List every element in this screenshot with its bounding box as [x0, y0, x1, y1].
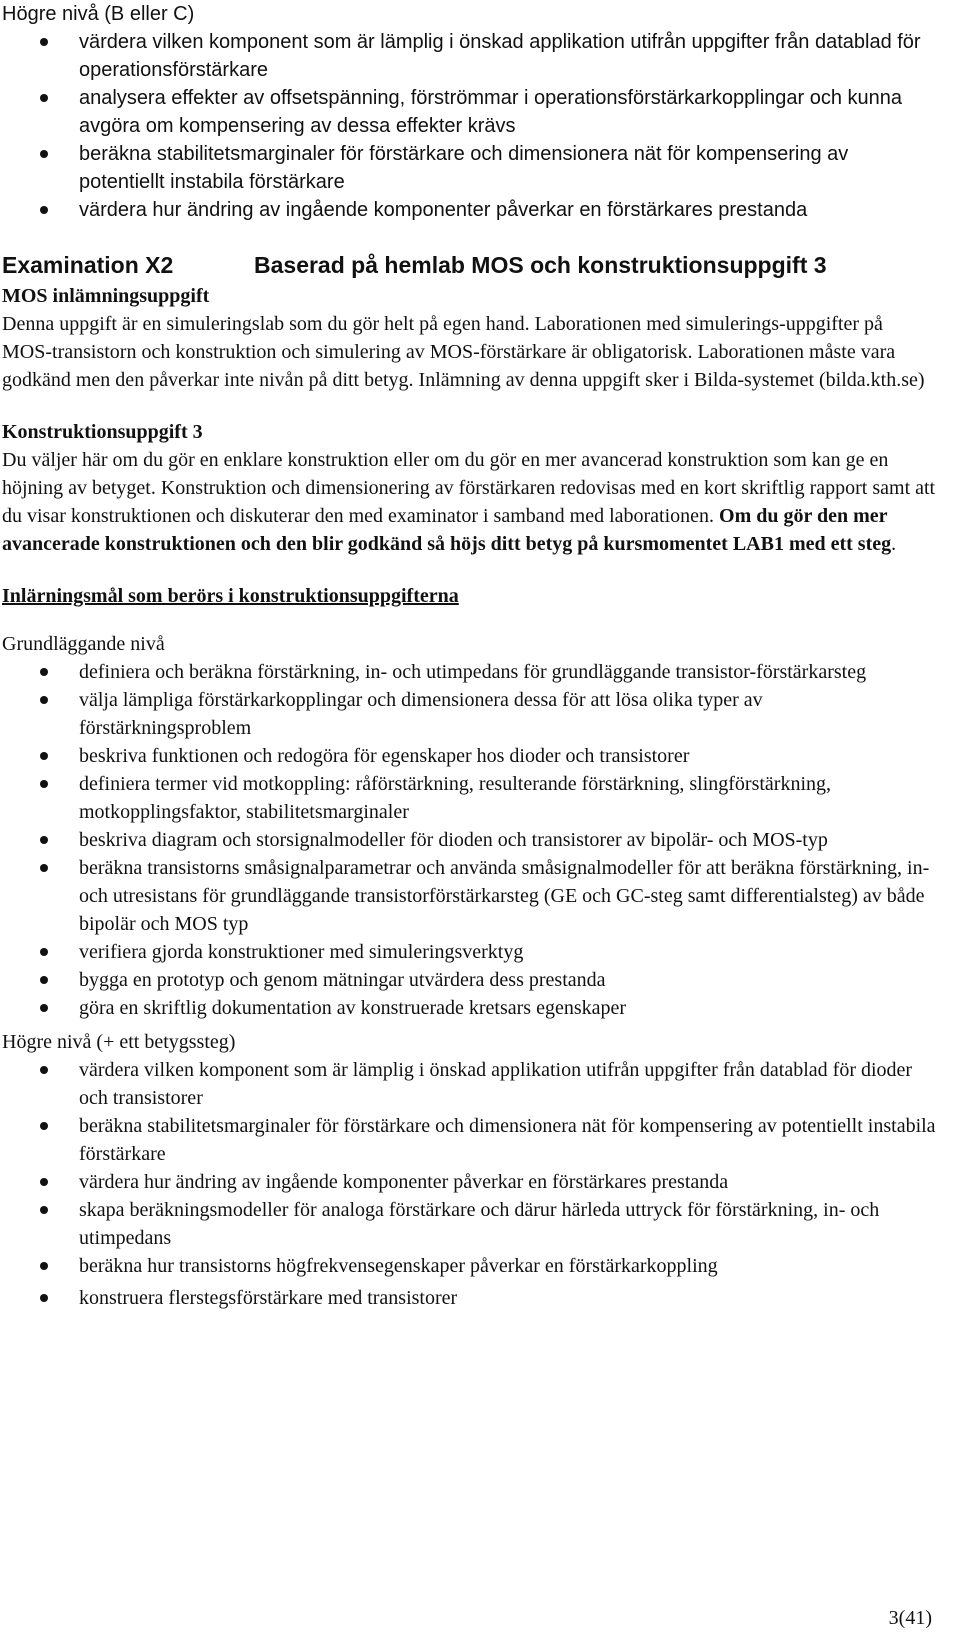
list-item-text: värdera hur ändring av ingående komponenter påverkar en förstärkares prestanda	[79, 199, 808, 221]
basic-objectives-list	[2, 658, 937, 1022]
list-item	[2, 1284, 937, 1312]
list-item-text: välja lämpliga förstärkarkopplingar och dimensionera dessa för att lösa olika typer av förstärkningsproblem	[79, 689, 763, 739]
page-number: 3(41)	[888, 1607, 932, 1629]
exam-heading	[2, 248, 937, 282]
learning-heading: Inlärningsmål som berörs i konstruktionsuppgifterna	[2, 585, 459, 607]
list-item-text: verifiera gjorda konstruktioner med simuleringsverktyg	[79, 941, 524, 963]
bullet-icon	[40, 1206, 48, 1214]
bullet-icon	[40, 1066, 48, 1074]
page-content	[2, 0, 937, 1312]
list-item-text: beräkna hur transistorns högfrekvensegenskaper påverkar en förstärkarkoppling	[79, 1255, 718, 1277]
list-item	[2, 742, 937, 770]
list-item-text: värdera hur ändring av ingående komponenter påverkar en förstärkares prestanda	[79, 1171, 729, 1193]
list-item-text: värdera vilken komponent som är lämplig i önskad applikation utifrån uppgifter från datablad för operationsförstärkare	[79, 31, 921, 81]
list-item-text: värdera vilken komponent som är lämplig i önskad applikation utifrån uppgifter från datablad för dioder och transistorer	[79, 1059, 913, 1109]
list-item	[2, 1252, 937, 1280]
list-item	[2, 966, 937, 994]
list-item-text: bygga en prototyp och genom mätningar utvärdera dess prestanda	[79, 969, 606, 991]
konstruktion-text: Du väljer här om du gör en enklare konstruktion eller om du gör en mer avancerad konstruktion som kan ge en höjning av betyget. Konstruktion och dimensionering av förstärkaren redovisas med en kort skriftlig rapport samt att du visar konstruktionen och diskuterar den med examinator i samband med laborationen.	[2, 449, 936, 527]
higher-level-label: Högre nivå (+ ett betygssteg)	[2, 1031, 236, 1053]
mos-paragraph: Denna uppgift är en simuleringslab som du gör helt på egen hand. Laborationen med simulerings-uppgifter på MOS-transistorn och konstruktion och simulering av MOS-förstärkare är obligatorisk. Laborationen måste vara godkänd men den påverkar inte nivån på ditt betyg. Inlämning av denna uppgift sker i Bilda-systemet (bilda.kth.se)	[2, 313, 925, 391]
bullet-icon	[40, 780, 48, 788]
list-item-text: definiera och beräkna förstärkning, in- och utimpedans för grundläggande transistor-förstärkarsteg	[79, 661, 867, 683]
bullet-icon	[40, 150, 48, 158]
bullet-icon	[40, 696, 48, 704]
list-item	[2, 1168, 937, 1196]
bullet-icon	[40, 668, 48, 676]
exam-title: Baserad på hemlab MOS och konstruktionsuppgift 3	[254, 252, 827, 278]
exam-code: Examination X2	[2, 252, 174, 278]
higher-objectives-list	[2, 1056, 937, 1312]
list-item-text: göra en skriftlig dokumentation av konstruerade kretsars egenskaper	[79, 997, 627, 1019]
list-item	[2, 84, 937, 140]
bullet-icon	[40, 206, 48, 214]
bullet-icon	[40, 1178, 48, 1186]
bullet-icon	[40, 836, 48, 844]
list-item	[2, 140, 937, 196]
list-item-text: definiera termer vid motkoppling: råförstärkning, resulterande förstärkning, slingförstärkning, motkopplingsfaktor, stabilitetsmarginaler	[79, 773, 832, 823]
list-item	[2, 938, 937, 966]
konstruktion-emphasis: Om du gör den mer avancerade konstruktionen och den blir godkänd så höjs ditt betyg på kursmomentet LAB1 med ett steg	[2, 505, 892, 555]
bullet-icon	[40, 1004, 48, 1012]
list-item	[2, 854, 937, 938]
list-item-text: beskriva diagram och storsignalmodeller för dioden och transistorer av bipolär- och MOS-typ	[79, 829, 828, 851]
top-objectives-list	[2, 28, 937, 224]
list-item-text: beräkna stabilitetsmarginaler för förstärkare och dimensionera nät för kompensering av potentiellt instabila förstärkare	[79, 143, 849, 193]
list-item	[2, 1196, 937, 1252]
top-level-label: Högre nivå (B eller C)	[2, 3, 195, 25]
list-item	[2, 658, 937, 686]
bullet-icon	[40, 1294, 48, 1302]
list-item-text: analysera effekter av offsetspänning, förströmmar i operationsförstärkarkopplingar och kunna avgöra om kompensering av dessa effekter krävs	[79, 87, 903, 137]
bullet-icon	[40, 1122, 48, 1130]
list-item-text: beräkna transistorns småsignalparametrar och använda småsignalmodeller för att beräkna förstärkning, in- och utresistans för grundläggande transistorförstärkarsteg (GE och GC-steg samt differentialsteg) av både bipolär och MOS typ	[79, 857, 930, 935]
list-item	[2, 1056, 937, 1112]
list-item-text: beskriva funktionen och redogöra för egenskaper hos dioder och transistorer	[79, 745, 690, 767]
list-item	[2, 1112, 937, 1168]
list-item-text: konstruera flerstegsförstärkare med transistorer	[79, 1287, 458, 1309]
bullet-icon	[40, 976, 48, 984]
bullet-icon	[40, 752, 48, 760]
list-item	[2, 28, 937, 84]
list-item	[2, 196, 937, 224]
konstruktion-heading: Konstruktionsuppgift 3	[2, 421, 203, 443]
konstruktion-paragraph	[2, 446, 937, 558]
bullet-icon	[40, 948, 48, 956]
bullet-icon	[40, 94, 48, 102]
list-item	[2, 770, 937, 826]
mos-subheading: MOS inlämningsuppgift	[2, 285, 210, 307]
list-item-text: skapa beräkningsmodeller för analoga förstärkare och därur härleda uttryck för förstärkning, in- och utimpedans	[79, 1199, 880, 1249]
list-item	[2, 994, 937, 1022]
basic-level-label: Grundläggande nivå	[2, 633, 165, 655]
list-item	[2, 826, 937, 854]
bullet-icon	[40, 38, 48, 46]
bullet-icon	[40, 864, 48, 872]
list-item	[2, 686, 937, 742]
list-item-text: beräkna stabilitetsmarginaler för förstärkare och dimensionera nät för kompensering av potentiellt instabila förstärkare	[79, 1115, 936, 1165]
konstruktion-end: .	[891, 533, 897, 555]
bullet-icon	[40, 1262, 48, 1270]
